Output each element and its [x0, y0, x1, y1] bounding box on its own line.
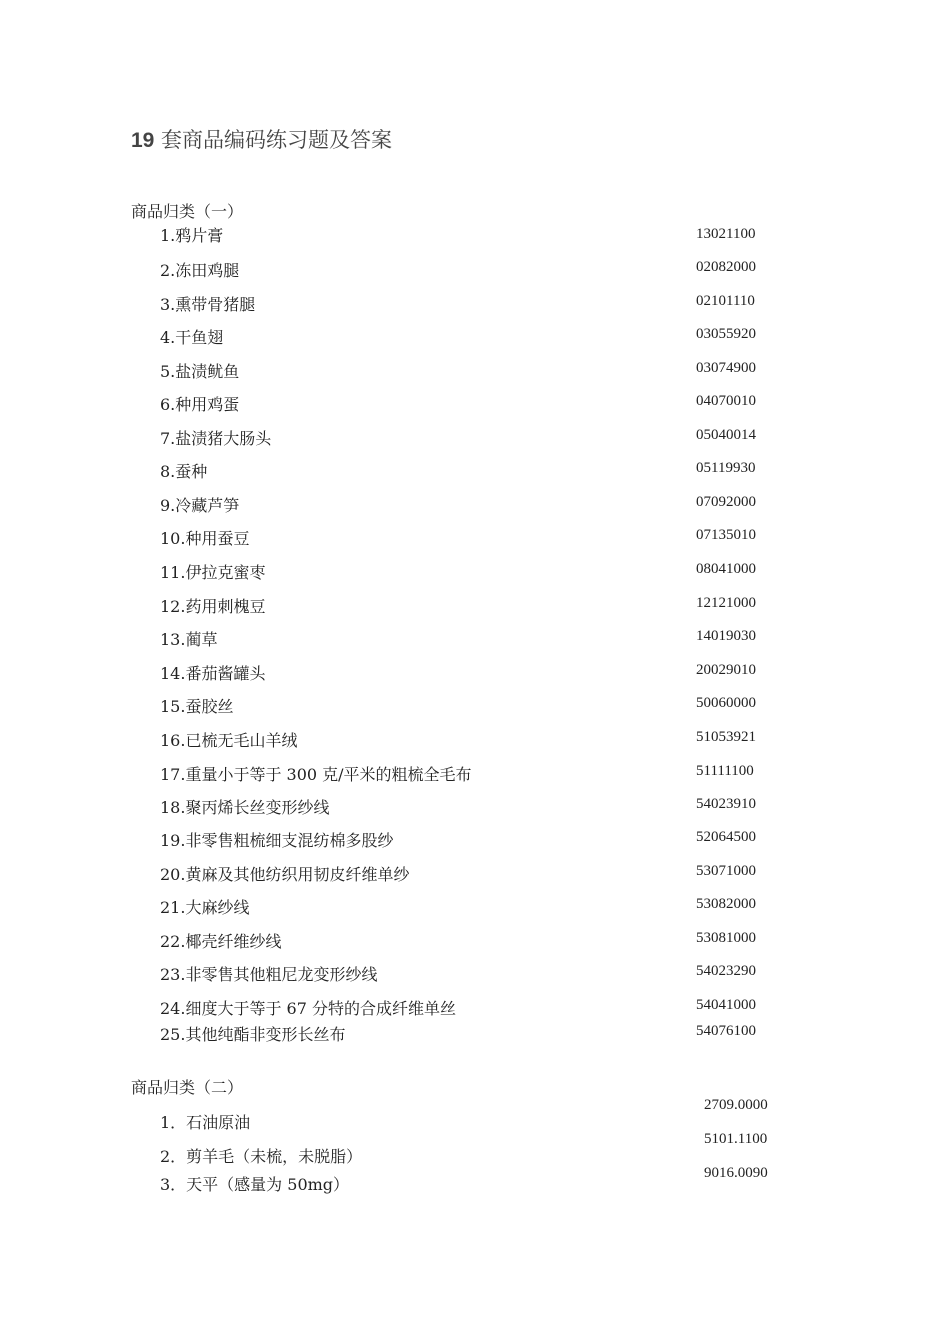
list-item-label: 3．天平（感量为 50mg）	[160, 1175, 350, 1194]
list-item-label: 15.蚕胶丝	[160, 697, 234, 716]
list-item-code: 02101110	[696, 293, 755, 309]
list-item-label: 14.番茄酱罐头	[160, 664, 266, 683]
list-item-code: 53082000	[696, 896, 756, 912]
list-item-code: 51053921	[696, 729, 756, 745]
list-item-label: 2．剪羊毛（未梳，未脱脂）	[160, 1147, 363, 1166]
list-item-label: 18.聚丙烯长丝变形纱线	[160, 798, 330, 817]
list-item-code: 52064500	[696, 829, 756, 845]
list-item-code: 54023910	[696, 796, 756, 812]
list-item-code: 53071000	[696, 863, 756, 879]
list-item-code: 5101.1100	[704, 1131, 768, 1147]
list-item-label: 22.椰壳纤维纱线	[160, 932, 282, 951]
list-item-code: 05040014	[696, 427, 756, 443]
list-item-label: 24.细度大于等于 67 分特的合成纤维单丝	[160, 999, 456, 1018]
list-item-code: 54041000	[696, 997, 756, 1013]
list-item-label: 17.重量小于等于 300 克/平米的粗梳全毛布	[160, 765, 472, 784]
list-item-code: 12121000	[696, 595, 756, 611]
list-item-label: 10.种用蚕豆	[160, 529, 250, 548]
list-item-label: 21.大麻纱线	[160, 898, 250, 917]
list-item-label: 16.已梳无毛山羊绒	[160, 731, 298, 750]
list-item-label: 11.伊拉克蜜枣	[160, 563, 266, 582]
list-item-label: 2.冻田鸡腿	[160, 261, 240, 280]
list-item-code: 07135010	[696, 527, 756, 543]
list-item-code: 2709.0000	[704, 1097, 768, 1113]
list-item-label: 25.其他纯酯非变形长丝布	[160, 1025, 346, 1044]
list-item-label: 9.冷藏芦笋	[160, 496, 240, 515]
list-item-label: 1.鸦片膏	[160, 226, 224, 245]
list-item-label: 6.种用鸡蛋	[160, 395, 240, 414]
section-heading-1: 商品归类（一）	[131, 202, 244, 221]
list-item-code: 50060000	[696, 695, 756, 711]
list-item-code: 51111100	[696, 763, 754, 779]
list-item-code: 03074900	[696, 360, 756, 376]
title-number: 19	[131, 129, 155, 152]
list-item-label: 3.熏带骨猪腿	[160, 295, 256, 314]
list-item-label: 12.药用刺槐豆	[160, 597, 266, 616]
list-item-code: 02082000	[696, 259, 756, 275]
page-title	[131, 124, 392, 154]
list-item-code: 9016.0090	[704, 1165, 768, 1181]
list-item-code: 53081000	[696, 930, 756, 946]
list-item-label: 1．石油原油	[160, 1113, 251, 1132]
list-item-code: 54076100	[696, 1023, 756, 1039]
list-item-code: 08041000	[696, 561, 756, 577]
list-item-label: 4.干鱼翅	[160, 328, 224, 347]
list-item-label: 8.蚕种	[160, 462, 208, 481]
list-item-code: 04070010	[696, 393, 756, 409]
list-item-label: 23.非零售其他粗尼龙变形纱线	[160, 965, 378, 984]
list-item-label: 5.盐渍鱿鱼	[160, 362, 240, 381]
list-item-code: 20029010	[696, 662, 756, 678]
list-item-code: 07092000	[696, 494, 756, 510]
list-item-code: 14019030	[696, 628, 756, 644]
list-item-label: 19.非零售粗梳细支混纺棉多股纱	[160, 831, 394, 850]
list-item-code: 05119930	[696, 460, 756, 476]
list-item-code: 03055920	[696, 326, 756, 342]
title-text: 套商品编码练习题及答案	[154, 128, 393, 152]
list-item-code: 54023290	[696, 963, 756, 979]
section-heading-2: 商品归类（二）	[131, 1078, 244, 1097]
list-item-label: 20.黄麻及其他纺织用韧皮纤维单纱	[160, 865, 410, 884]
list-item-label: 7.盐渍猪大肠头	[160, 429, 272, 448]
list-item-label: 13.蔺草	[160, 630, 218, 649]
list-item-code: 13021100	[696, 226, 756, 242]
